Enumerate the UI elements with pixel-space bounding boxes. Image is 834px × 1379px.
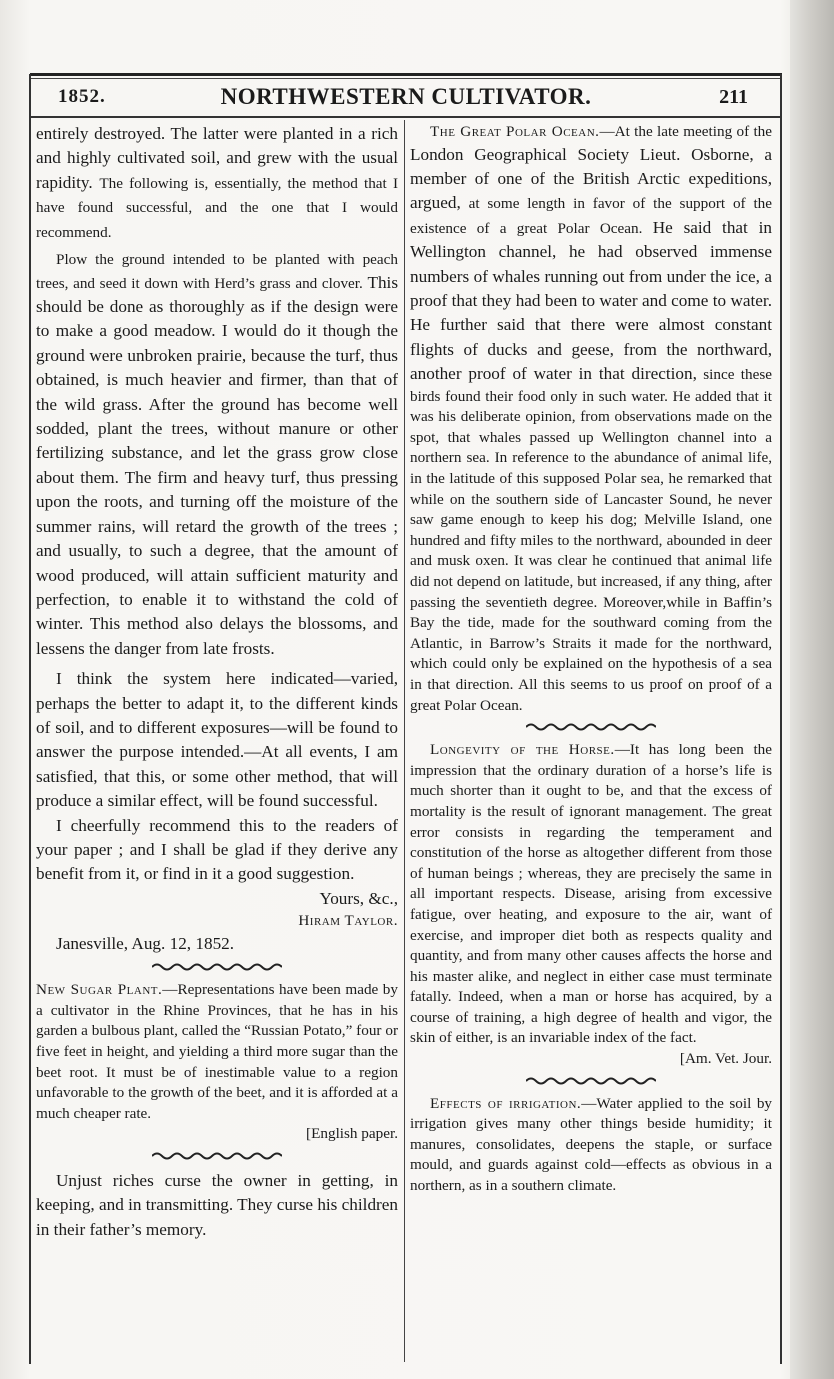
article-horse-longevity: Longevity of the Horse.—It has long been the impression that the ordinary duration of a horse’s life is much shorter than it ought to be, and that the excess of mortality is the result of ignorant management. The great error consists in regarding the temperament and constitution of the horse as altogether different from those of human beings ; whereas, they are precisely the same in all important respects. Disease, arising from excessive fatigue, over heating, and exposure to the air, want of exercise, and improper diet both as respects quality and quantity, and from many other causes affects the horse and his master alike, and neglect in either case must terminate fatally. Indeed, when a man or horse has acquired, by a course of training, a high degree of health and vigor, the skin of either, is an invariable index of the fact. — [410, 741, 772, 1047]
top-rule-thin — [30, 78, 782, 79]
right-column — [410, 122, 772, 1197]
section-ornament — [516, 1074, 666, 1088]
left-column — [36, 122, 398, 1242]
header-page-number: 211 — [719, 86, 748, 108]
column-divider — [404, 120, 405, 1362]
article-sugar-plant: New Sugar Plant.—Representations have been made by a cultivator in the Rhine Provinces, that he has in his garden a bulbous plant, called the “Russian Potato,” four or five feet in height, and yielding a third more sugar than the beet root. It must be of inestimable value to a region unfavorable to the growth of the beet, and it is afforded at a much cheaper rate. — [36, 981, 398, 1122]
section-ornament — [516, 720, 666, 734]
section-ornament — [142, 1149, 292, 1163]
heading-sugar-plant: New Sugar Plant. — [36, 981, 163, 999]
closing: Yours, &c., — [319, 888, 398, 908]
section-ornament — [142, 960, 292, 974]
paragraph-destroyed: entirely destroyed. The latter were planted in a rich and highly cultivated soil, and grew with the usual rapidity. The following is, essentially, the method that I have found successful, and the one that I would recommend. — [36, 124, 399, 241]
page-header — [36, 84, 776, 114]
heading-irrigation: Effects of irrigation. — [430, 1094, 582, 1112]
right-border — [780, 74, 782, 1364]
source-vet-journal: [Am. Vet. Jour. — [679, 1050, 772, 1068]
article-irrigation: Effects of irrigation.—Water applied to the soil by irrigation gives many other things beside humidity; it manures, consolidates, deepens the staple, or surface mould, and guards against cold—effects as obvious in a northern, as in a southern climate. — [410, 1094, 773, 1195]
paragraph-system: I think the system here indicated—varied, perhaps the better to adapt it, to the different kinds of soil, and to different exposures—will be found to answer the purpose intended.—At all events, I am satisfied, that this, or some other method, that will produce a similar effect, will be found successful. — [36, 669, 398, 811]
header-rule — [30, 116, 782, 118]
header-year: 1852. — [58, 86, 106, 107]
dateline: Janesville, Aug. 12, 1852. — [56, 933, 235, 953]
source-english-paper: [English paper. — [306, 1125, 398, 1143]
left-border — [29, 74, 31, 1364]
header-title: NORTHWESTERN CULTIVATOR. — [220, 84, 592, 109]
heading-polar-ocean: The Great Polar Ocean. — [430, 123, 600, 140]
paragraph-recommend: I cheerfully recommend this to the readers of your paper ; and I shall be glad if they derive any benefit from it, or find in it a good suggestion. — [36, 815, 398, 884]
paragraph-unjust-riches: Unjust riches curse the owner in getting, in keeping, and in transmitting. They curse his children in their father’s memory. — [36, 1170, 398, 1239]
page-edge-shadow — [790, 0, 834, 1379]
signature: Hiram Taylor. — [298, 912, 398, 930]
heading-horse-longevity: Longevity of the Horse. — [430, 741, 615, 759]
article-polar-ocean: The Great Polar Ocean.—At the late meeting of the London Geographical Society Lieut. Osborne, a member of one of the British Arctic expeditions, argued, at some length in favor of the support of the existence of a great Polar Ocean. He said that in Wellington channel, he had observed immense numbers of whales running out from under the ice, a proof that they had been to water and come to water. He further said that there were almost constant flights of ducks and geese, from the northward, another proof of water in that direction, since these birds found their food only in such water. He added that it was his deliberate opinion, from observations made on the spot, that whales passed up Wellington channel into a northern sea. In reference to the abundance of animal life, in the latitude of this supposed Polar sea, he remarked that while on the southern side of Lancaster Sound, he never saw game enough to keep his dog; Melville Island, one hundred and fifty miles to the northward, abounded in deer and musk oxen. It was clear he continued that animal life did not depend on latitude, but increased, if any thing, after passing the seventieth degree. Moreover,while in Baffin’s Bay the tide, made for the southward coming from the Atlantic, in Barrow’s Straits it made for the northward, which could only be explained on the hypothesis of a sea in that direction. All this seems to us proof on proof of a great Polar Ocean. — [410, 123, 773, 714]
top-rule — [30, 73, 782, 76]
paragraph-plow: Plow the ground intended to be planted with peach trees, and seed it down with Herd’s grass and clover. This should be done as thoroughly as if the design were to make a good meadow. I would do it though the ground were unbroken prairie, because the turf, thus obtained, is much heavier and firmer, than that of the wild grass. After the ground has become well sodded, plant the trees, without manure or other fertilizing substance, and let the grass grow close about them. The firm and heavy turf, thus pressing upon the roots, and turning off the moisture of the summer rains, will retard the growth of the trees ; and usually, to such a degree, that the amount of wood produced, will attain sufficient maturity and perfection, to enable it to withstand the cold of winter. This method also delays the blossoms, and lessens the danger from late frosts. — [36, 251, 399, 658]
